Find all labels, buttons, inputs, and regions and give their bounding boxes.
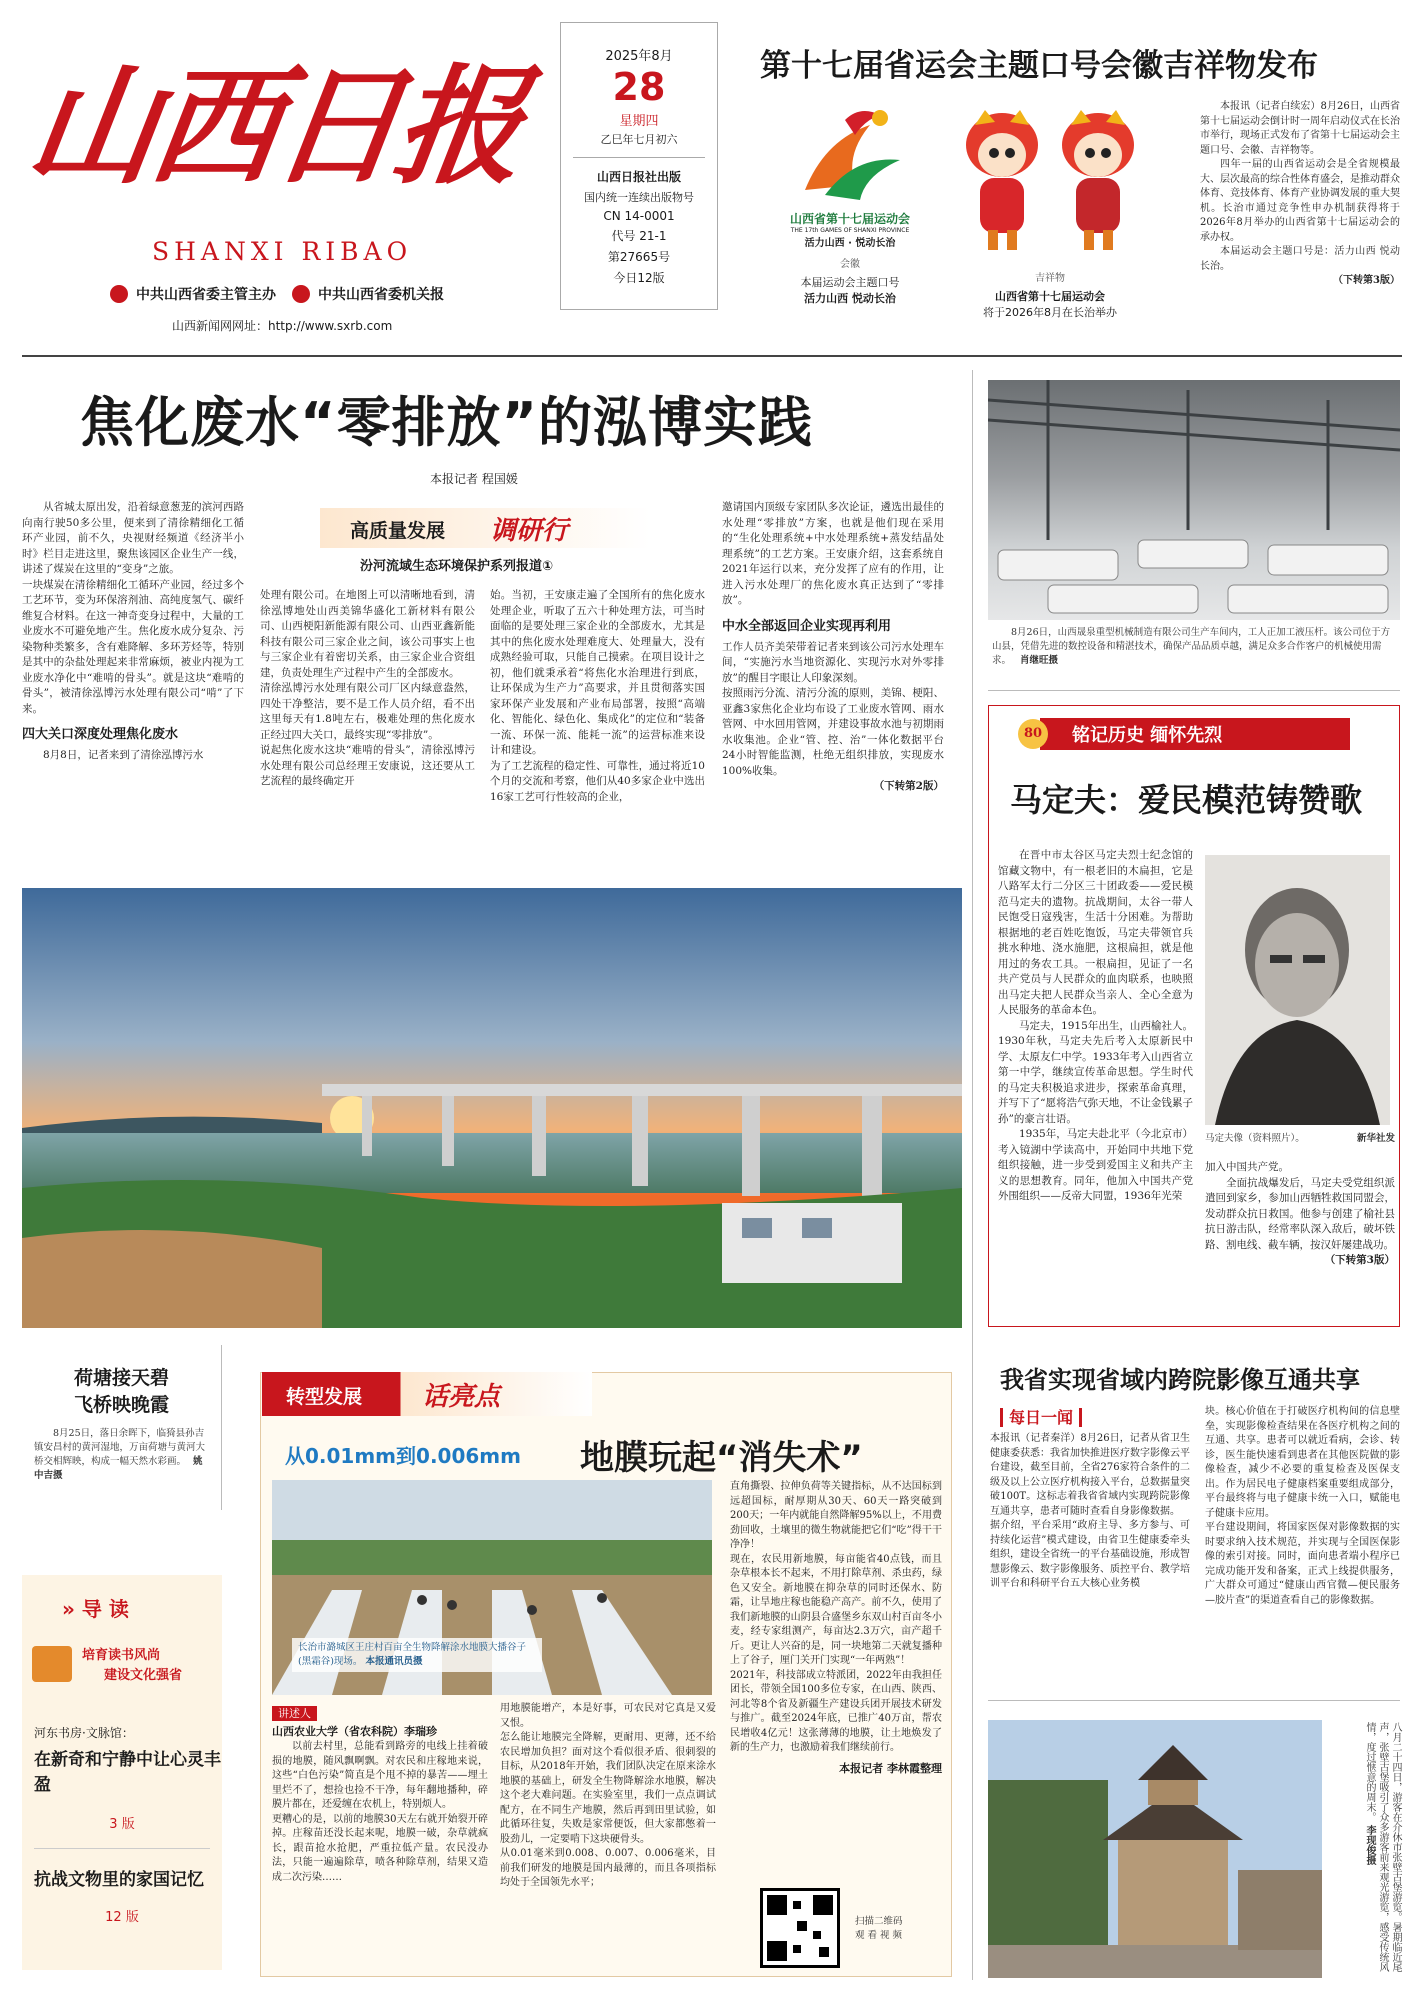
film-column-2: 用地膜能增产，本是好事，可农民对它真是又爱又恨。 怎么能让地膜完全降解，更耐用、更薄，还不给农民增加负担？面对这个看似很矛盾、很刺裂的目标，从2018年开始，我们团队决定在原来涂水地膜的基础上，研发全生物降解涂水地膜，解决这个老大难问题。在实验室里，我们一点点调试配方，在不同生产地膜，然后再到田里试验，如此循环往复，失败是家常便饭，但大家都憋着一股劲儿，一定要啃下这块硬骨头。 从0.01毫米到0.008、0.007、0.006毫米，目前我们研发的地膜是国内最薄的，而且各项指标均处于全国领先水平； [500,1703,716,1888]
madingfu-paragraph: 全面抗战爆发后，马定夫受党组织派遣回到家乡，参加山西牺牲救国同盟会，发动群众抗日救国。他参与创建了榆社县抗日游击队，经常率队深入敌后，破坏铁路、割电线、截车辆，按汉奸屡建战功。 [1205,1176,1395,1251]
film-photo-credit: 本报通讯员摄 [365,1656,423,1667]
lead-subhead-1: 四大关口深度处理焦化废水 [22,727,179,742]
masthead-en: SHANXI RIBAO [152,237,413,266]
factory-caption-text: 8月26日，山西晟泉重型机械制造有限公司生产车间内，工人正加工液压杆。该公司位于方山县，凭借先进的数控设备和精湛技术，确保产品品质卓越，满足众多合作客户的机械使用需求。 [992,627,1391,666]
guide-title-text: 导 读 [81,1597,129,1621]
guide-item-1-page[interactable]: 3 版 [109,1817,135,1832]
portrait-credit: 新华社发 [1356,1133,1395,1144]
lead-byline: 本报记者 程国媛 [430,472,518,486]
date-day: 28 [612,65,666,109]
speaker-tag: 讲述人 [272,1706,317,1721]
tower-photo [988,1720,1322,1978]
games-paragraph: 四年一届的山西省运动会是全省规模最大、层次最高的综合性体育盛会，是推动群众体育、竞技体育、体育产业协调发展的重大契机。长治市通过竞争性申办机制获得将于2026年8月举办的山西省第十七届运动会的承办权。 [1200,159,1400,243]
madingfu-col-right [1205,1160,1395,1269]
lead-subhead-2: 中水全部返回企业实现再利用 [722,618,892,634]
qr-code[interactable] [760,1888,840,1968]
emblem-icon [110,285,128,303]
madingfu-paragraph: 在晋中市太谷区马定夫烈士纪念馆的馆藏文物中，有一根老旧的木扁担，它是八路军太行二分区三十团政委——爱民模范马定夫的遗物。抗战期间，太谷一带人民饱受日寇残害，生活十分困难。为帮助根据地的老百姓吃饱饭，马定夫带领官兵挑水种地、浇水施肥，这根扁担，就是他用过的务农工具。一根扁担，见证了一名共产党员与人民群众的血肉联系，也映照出马定夫把人民群众当亲人、全心全意为人民服务的革命本色。 [998,849,1193,1016]
factory-credit: 肖继旺摄 [1020,655,1059,666]
film-photo-caption [292,1638,542,1672]
madingfu-banner [1023,718,1350,750]
section-rule [988,690,1400,691]
film-headline[interactable]: 地膜玩起“消失术” [580,1438,863,1478]
qr-caption [855,1915,903,1943]
games-emblem-icon [785,100,915,210]
badge-80-icon: 80 [1018,719,1048,749]
emblem-icon [292,285,310,303]
scenic-caption-text: 8月25日，落日余晖下，临猗县孙吉镇安昌村的黄河湿地，万亩荷塘与黄河大桥交相辉映，构成一幅天然水彩画。 [34,1428,206,1467]
qr-pattern [763,1891,837,1965]
sunset-photo [22,888,962,1328]
lead-col4b-text: 工作人员齐美荣带着记者来到该公司污水处理车间，“实施污水当地资源化、实现污水对外零排放”的醒目字眼让人印象深刻。 按照雨污分流、清污分流的原则，美锦、梗阳、亚鑫3家焦化企业均布设了工业废水管网、雨水管网、中水回用管网，并建设事故水池与初期雨水收集池。企业“管、控、治”一体化数据平台24小时智能监测，杜绝无组织排放，实现废水100%收集。 [722,640,944,777]
tower-scene [988,1720,1322,1978]
film-photo [272,1480,712,1695]
lead-banner [320,508,650,548]
sponsor-org: 中共山西省委机关报 [318,287,444,303]
games-mascots [945,100,1155,319]
website[interactable]: 山西新闻网网址：http://www.sxrb.com [172,319,393,333]
factory-photo [988,380,1400,620]
imaging-tag [1000,1405,1082,1428]
factory-caption [992,626,1397,668]
page-count: 今日12版 [613,271,665,285]
film-byline: 本报记者 李林霞整理 [839,1761,942,1775]
guide-banner-2: 建设文化强省 [104,1668,183,1683]
guide-banner [32,1642,212,1690]
film-col3-text: 直角撕裂、拉伸负荷等关键指标，从不达国标到远超国标，耐厚期从30天、60天一路突破到200天；一年内就能自然降解95%以上，不用费劲回收，土壤里的微生物就能把它们“吃”得干干净净！ 现在，农民用新地膜，每亩能省40点钱，而且杂草根本长不起来，不用打除草剂、杀虫药，绿色又安全。新地膜在抑杂草的同时还保水、防霜，让旱地庄稼也能稳产高产。前不久，使用了我们新地膜的山阴县合盛堡乡东双山村百亩冬小麦，经专家组测产，每亩达2.3万穴，亩产超千斤。更让人兴奋的是，同一块地第二天就复播种上了谷子，厘门关开门实现“一年两熟”！ 2021年，科技部成立特派团，2022年由我担任团长，带领全国100多位专家，在山西、陕西、河北等8个省及新疆生产建设兵团开展技术研发与推广。截至2024年底，已推广40万亩，帮农民增收4亿元！这张薄薄的地膜，让土地焕发了新的生产力，也激励着我们继续前行。 [730,1481,942,1753]
qr-caption-2: 观 看 视 频 [855,1930,903,1941]
guide-title [62,1593,222,1622]
speaker-name: 山西农业大学（省农科院）李瑞珍 [272,1725,437,1738]
madingfu-paragraph: 马定夫，1915年出生，山西榆社人。1930年秋，马定夫先后考入太原新民中学、太原友仁中学。1933年考入山西省立第一中学，继续宣传革命思想。学生时代的马定夫积极追求进步，探索革命真理，并写下了“愿将浩气弥天地，不让金钱累子孙”的豪言壮语。 [998,1019,1193,1125]
scenic-box [22,1345,222,1510]
issn-label: 国内统一连续出版物号 [584,191,694,204]
madingfu-portrait [1205,855,1390,1125]
games-emblem [770,100,930,310]
emblem-title: 山西省第十七届运动会 [789,212,910,226]
games-headline[interactable]: 第十七届省运会主题口号会徽吉祥物发布 [760,48,1318,84]
jump-link[interactable]: （下转第2版） [873,780,944,792]
film-column-3 [730,1480,942,1776]
date-weekday: 星期四 [619,114,659,129]
emblem-label: 会徽 [840,259,860,270]
scenic-title-2: 飞桥映晚霞 [73,1394,169,1416]
film-banner-left: 转型发展 [286,1386,363,1408]
masthead-title: 山西日报 [19,52,529,202]
sunset-scene [22,888,962,1328]
imaging-headline[interactable]: 我省实现省域内跨院影像互通共享 [1000,1366,1360,1394]
lead-column-3: 始。当初，王安康走遍了全国所有的焦化废水处理企业，听取了五六十种处理方法，可当时面临的是要处理三家企业的全部废水，尤其是其中的焦化废水处理难度大、处理量大，没有成熟经验可取，只能自己摸索。在项目设计之初，他们就秉承着“将焦化水治理进行到底，让环保成为生产力”高要求，并且贯彻落实国家环保产业发展和产业布局部署，按照“高端化、智能化、绿色化、集成化”的定位和“装备一流、环保一流、能耗一流”的运营标准来设计和建设。 为了工艺流程的稳定性、可靠性，通过将近10个月的交流和考察，他们从40多家企业中选出16家工艺可行性较高的企业， [490,589,705,803]
emblem-caption-1: 本届运动会主题口号 [800,276,900,289]
madingfu-paragraph: 1935年，马定夫赴北平（今北京市）考入镜湖中学读高中，开始同中共地下党组织接触，进一步受到爱国主义和共产主义的思想教育。同年，他加入中国共产党外围组织——反帝大同盟，1936年光荣 [998,1128,1193,1202]
lead-col4-text: 邀请国内顶级专家团队多次论证，遴选出最佳的水处理“零排放”方案，也就是他们现在采用的“生化处理系统+中水处理系统+蒸发结晶处理系统”的工艺方案。王安康介绍，这套系统自2021年运行以来，充分发挥了应有的作用，让进入污水处理厂的焦化废水真正达到了“零排放”。 [722,501,944,606]
film-banner-right: 话亮点 [422,1382,501,1412]
mascot-caption-2: 将于2026年8月在长治举办 [983,306,1117,319]
emblem-caption-2: 活力山西 悦动长治 [804,292,896,305]
madingfu-headline[interactable]: 马定夫：爱民模范铸赞歌 [1010,781,1363,819]
lead-banner-left: 高质量发展 [350,520,446,542]
guide-banner-1: 培育读书风尚 [82,1648,161,1663]
lead-col1-text: 从省城太原出发，沿着绿意葱茏的滨河西路向南行驶50多公里，便来到了清徐精细化工循环产业园，前不久，央视财经频道《经济半小时》栏目走进这里，聚焦该园区企业生产一线，讲述了煤炭在这里的“变身”之旅。 一块煤炭在清徐精细化工循环产业园，经过多个工艺环节，变为环保溶剂油、高纯度氢气、碳纤维复合材料。在这一神奇变身过程中，大量的工业废水不可避免地产生。焦化废水成分复杂、污染物种类繁多，含有难降解、多环芳烃等，特别是其中的杂盐处理起来非常麻烦，被业内视为工业废水净化中“难啃的骨头”。就是这块“难啃的骨头”，被清徐泓博污水处理有限公司“啃”了下来。 [22,501,244,715]
madingfu-banner-text: 铭记历史 缅怀先烈 [1072,725,1223,746]
book-icon [32,1646,72,1682]
code: 代号 21-1 [611,229,667,243]
emblem-en: THE 17th GAMES OF SHANXI PROVINCE [790,227,910,234]
guide-item-1-pre: 河东书房·文脉馆： [34,1726,134,1740]
madingfu-paragraph: 加入中国共产党。 [1205,1161,1289,1173]
cn-number: CN 14-0001 [603,209,675,223]
games-body [1200,100,1400,289]
imaging-column-1: 本报讯（记者秦洋）8月26日，记者从省卫生健康委获悉：我省加快推进医疗数字影像云平台建设，截至目前，全省276家符合条件的二级及以上公立医疗机构接入平台，总数据量突破100T。这标志着我省省域内实现跨院影像互通共享，患者可随时查看自身影像数据。 据介绍，平台采用“政府主导、多方参与、可持续化运营”模式建设，由省卫生健康委牵头组织，建设全省统一的平台基础设施，形成智慧影像云、数字影像服务、质控平台、教学培训平台和科研平台五大核心业务模 [990,1433,1190,1589]
lead-column-2: 处理有限公司。在地图上可以清晰地看到，清徐泓博地处山西美锦华盛化工新材料有限公司、山西梗阳新能源有限公司、山西亚鑫新能科技有限公司三家企业之间，该公司事实上也与三家企业有着密切关系，由三家企业合资组建，负责处理生产过程中产生的全部废水。 清徐泓博污水处理有限公司厂区内绿意盎然，四处干净整洁，要不是工作人员介绍，看不出这里每天有1.8吨左右，极难处理的焦化废水正经过四大关口，最终实现“零排放”。 说起焦化废水这块“难啃的骨头”，清徐泓博污水处理有限公司总经理王安康说，这还要从工艺流程的最终确定开 [260,589,475,787]
film-column-1: 以前去村里，总能看到路旁的电线上挂着破损的地膜，随风飘啊飘。对农民和庄稼地来说，这些“白色污染”简直是个甩不掉的暴苦——埋土里烂不了，想捡也捡不干净，每年翻地播种，碎膜片都在，还爱缠在农机上，特别烦人。 更糟心的是，以前的地膜30天左右就开始裂开碎掉。庄稼苗还没长起来呢，地膜一破，杂草就疯长，跟苗抢水抢肥，严重拉低产量。农民没办法，只能一遍遍除草，喷各种除草剂，结果又造成二次污染…… [272,1741,488,1883]
guide-item-2-page[interactable]: 12 版 [105,1910,139,1925]
lead-column-4 [722,500,944,795]
portrait-figure [1205,855,1390,1125]
mascot-label: 吉祥物 [1035,273,1065,284]
publisher: 山西日报社出版 [596,170,681,184]
film-banner [262,1372,592,1416]
mascot-icon [950,100,1150,265]
date-box [560,22,718,310]
scenic-credit: 姚中吉摄 [34,1456,203,1481]
imaging-tag-text: 每日一闻 [1009,1408,1074,1427]
film-speaker [272,1702,472,1739]
lead-series: 汾河流域生态环境保护系列报道① [360,559,554,574]
film-photo-caption-text: 长治市潞城区王庄村百亩全生物降解涂水地膜大播谷子(黑霜谷)现场。 [298,1642,527,1667]
date-lunar: 乙巳年七月初六 [600,133,678,146]
scenic-caption [34,1427,209,1483]
lead-banner-right: 调研行 [490,516,569,546]
guide-item-2[interactable]: 抗战文物里的家国记忆 [34,1870,204,1890]
madingfu-col-left [998,848,1193,1205]
masthead [19,22,542,352]
games-paragraph: 本报讯（记者白续宏）8月26日，山西省第十七届运动会倒计时一周年启动仪式在长治市举行，现场正式发布了省第十七届运动会主题口号、会徽、吉祥物等。 [1200,101,1400,156]
issue-number: 第27665号 [607,250,671,264]
tower-credit: 李现俊摄 [1364,1825,1375,1866]
portrait-caption [1205,1132,1395,1146]
date-yearmonth: 2025年8月 [605,49,673,64]
jump-link[interactable]: （下转第3版） [1333,275,1400,286]
column-rule [972,370,973,1980]
scenic-title-1: 荷塘接天碧 [73,1367,169,1389]
section-rule [988,1700,1400,1701]
guide-item-1[interactable]: 在新奇和宁静中让心灵丰盈 [34,1750,221,1795]
sponsor-left [110,284,444,304]
lead-column-1 [22,500,244,764]
masthead-divider [22,355,1402,357]
film-kicker: 从0.01mm到0.006mm [285,1444,521,1468]
lead-col1b-text: 8月8日，记者来到了清徐泓博污水 [43,749,204,761]
lead-headline[interactable]: 焦化废水“零排放”的泓博实践 [80,391,813,454]
imaging-column-2: 块。核心价值在于打破医疗机构间的信息壁垒，实现影像检查结果在各医疗机构之间的互通、共享。患者可以就近看病，会诊、转诊，医生能快速看到患者在其他医院做的影像检查，减少不必要的重复检查及医保支出。作为居民电子健康档案重要组成部分，平台最终将与电子健康卡统一入口，赋能电子健康卡应用。 平台建设期间，将国家医保对影像数据的实时要求纳入技术规范，并实现与全国医保影像的索引对接。同时，面向患者端小程序已完成功能开发和备案，正式上线提供服务，广大群众可通过“健康山西官微—便民服务—胶片查”的渠道查看自己的影像数据。 [1205,1406,1400,1606]
chevron-right-icon: » [62,1597,75,1621]
tower-caption [1330,1722,1402,1977]
tower-caption-text: 八月二十四日，游客在介休市张壁古堡游览。暑期临近尾声，张壁古堡吸引了众多游客前来观光游览，感受传统风情，度过惬意的周末。 [1364,1722,1401,1972]
emblem-slogan: 活力山西 · 悦动长治 [804,238,896,249]
portrait-caption-text: 马定夫像（资料照片）。 [1205,1133,1305,1144]
qr-caption-1: 扫描二维码 [855,1916,903,1927]
factory-scene [988,380,1400,620]
jump-link[interactable]: （下转第3版） [1324,1254,1395,1266]
games-paragraph: 本届运动会主题口号是：活力山西 悦动长治。 [1200,246,1400,272]
sponsor-main: 中共山西省委主管主办 [136,287,276,303]
mascot-caption-1: 山西省第十七届运动会 [995,290,1105,303]
guide-box [22,1575,222,1970]
